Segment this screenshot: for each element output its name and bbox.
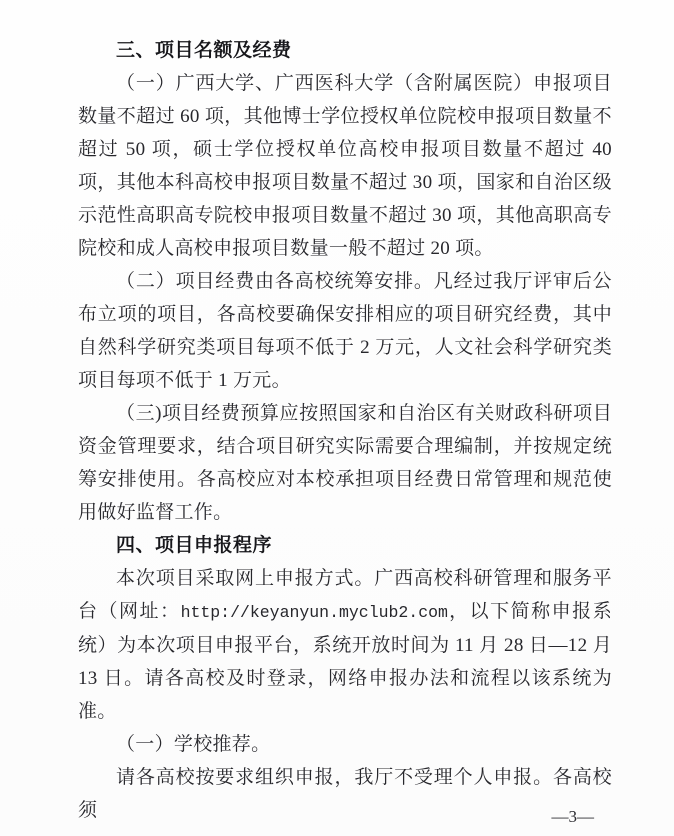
paragraph-online-application [78,562,612,728]
online-application-text-before-url: 本次项目采取网上申报方式。广西高校科研管理和服务平台（网址： [78,568,612,622]
paragraph-budget-management: （三)项目经费预算应按照国家和自治区有关财政科研项目资金管理要求，结合项目研究实际需要合理编制，并按规定统筹安排使用。各高校应对本校承担项目经费日常管理和规范使用做好监督工作。 [78,403,612,523]
paragraph-school-recommendation-heading: （一）学校推荐。 [116,734,271,755]
paragraph-funding-arrangement: （二）项目经费由各高校统筹安排。凡经过我厅评审后公布立项的项目，各高校要确保安排相应的项目研究经费，其中自然科学研究类项目每项不低于 2 万元，人文社会科学研究类项目每项不低于 1 万元。 [78,271,612,391]
application-system-url: http://keyanyun.myclub2.com [180,603,448,622]
paragraph-organized-application: 请各高校按要求组织申报，我厅不受理个人申报。各高校须 [78,767,612,821]
document-content [78,34,612,827]
online-application-text-after-url: ，以下简称申报系统）为本次项目申报平台，系统开放时间为 11 月 28 日—12 月 13 日。请各高校及时登录，网络申报办法和流程以该系统为准。 [78,601,612,722]
section-heading-project-quota-and-funding: 三、项目名额及经费 [116,40,292,61]
page-number: —3— [551,807,594,826]
section-heading-application-procedure: 四、项目申报程序 [116,535,273,556]
paragraph-application-quota: （一）广西大学、广西医科大学（含附属医院）申报项目数量不超过 60 项，其他博士学位授权单位院校申报项目数量不超过 50 项，硕士学位授权单位高校申报项目数量不超过 40 项，其他本科高校申报项目数量不超过 30 项，国家和自治区级示范性高职高专院校申报项目数量不超过 30 项，其他高职高专院校和成人高校申报项目数量一般不超过 20 项。 [78,73,612,259]
